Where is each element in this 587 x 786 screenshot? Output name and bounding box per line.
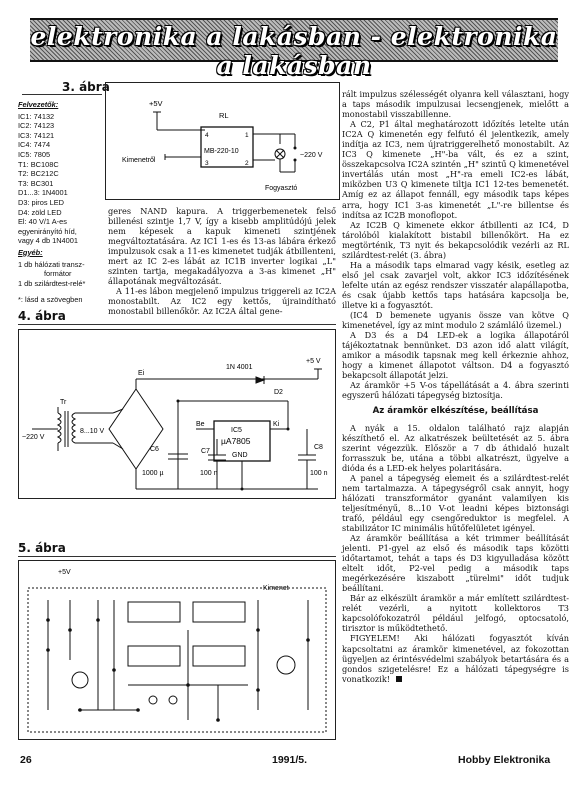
paragraph: Ha a második taps elmarad vagy késik, esetleg az első jel csak zavarjel volt, akkor IC3 időzítésének lefelte után az egész rendszer visszatér alapállapotba, és csak újabb kettős taps hatására kapcsolja be, illetve ki a fogyasztót. <box>342 259 569 310</box>
paragraph <box>342 633 569 683</box>
middle-text <box>108 206 336 317</box>
fig4-c8: C8 <box>314 444 323 451</box>
fig3-title: 3. ábra <box>62 80 110 94</box>
fig4-ic5: IC5 <box>231 427 242 434</box>
parts-item: D3: piros LED <box>18 197 65 207</box>
fig3-load-label: Fogyasztó <box>265 185 298 192</box>
parts-item: T2: BC212C <box>18 169 59 179</box>
paragraph: A panel a tápegység elemeit és a szilárdtest-relét nem tartalmazza. A tápegységről csak annyit, hogy hálózati transzformátor gyanánt valamilyen kis teljesítményű, 8...10 V-ot leadni képes biztonsági trafó, például egy csengőreduktor is megfelel. A stabilizátor IC minimális hűtőfelületet igényel. <box>342 472 569 533</box>
fig3-pin4: 4 <box>205 132 209 139</box>
fig5-plus5v: +5V <box>58 569 71 576</box>
fig3-title-rule <box>22 94 102 95</box>
paragraph: A nyák a 15. oldalon található rajz alapján készíthető el. Az alkatrészek beültetését az 5. ábra szerint végezzük. Először a 7 db áthidaló huzalt forrasszuk be, utána a többi alkatrészt, ügyelve a dióda és a LED-ek helyes polaritására. <box>342 422 569 473</box>
header-banner <box>30 18 558 80</box>
parts-item: IC3: 74121 <box>18 130 55 140</box>
parts-item: IC2: 74123 <box>18 121 55 131</box>
footer-magazine: Hobby Elektronika <box>458 754 551 766</box>
fig5-title-rule <box>18 556 336 557</box>
ic-outline <box>193 602 245 622</box>
parts-item: D4: zöld LED <box>18 207 62 217</box>
parts-rectifier-a: El: 40 V/1 A-es <box>18 217 67 227</box>
fig4-be: Be <box>196 421 205 428</box>
fig4-ua: µA7805 <box>221 436 251 446</box>
section-heading: Az áramkör elkészítése, beállítása <box>372 406 539 417</box>
parts-misc-heading: Egyéb: <box>18 247 43 257</box>
fig4-ei: Ei <box>138 370 145 377</box>
footer-page-number: 26 <box>20 754 32 766</box>
paragraph: rált impulzus szélességét olyanra kell választani, hogy a taps második impulzusai lecsengjenek, mielőtt a monostabil visszabillenne. <box>342 89 569 120</box>
fig4-secondary: 8...10 V <box>80 428 105 435</box>
paragraph: A C2, P1 által meghatározott időzítés letelte után IC2A Q kimenetén egy felfutó él jelentkezik, amely indítja az IC3, nem újratriggerelhető monostabilt. Az IC3 Q kimenete „H"-ba vált, és ez a szint, összekapcsolva IC2A szintén „H" szintű Q kimenetével invertálás után most „H"-ra emeli IC2-es lábát, miközben U3 Q kimenete tiltja IC1 12-tes bemenetét. Amíg ez az állapot fennáll, egy második taps képes arra, hogy IC1 3-as kimenetét „L"-re billentse és indítsa az IC2B monoflopot. <box>342 119 569 220</box>
fig3-pin2: 2 <box>245 160 249 167</box>
fig4-tr: Tr <box>60 399 67 406</box>
warning-text: FIGYELEM! Aki hálózati fogyasztót kíván kapcsoltatni az áramkör kimenetével, az fokozottan ügyeljen az érintésvédelmi szabályok betartására és a gondos szigetelésre! Ez a hálózati tápegységre is vonatkozik! <box>342 633 569 684</box>
banner-text: elektronika a lakásban - elektronika a lakásban <box>30 22 558 80</box>
parts-misc-a: 1 db hálózati transz- <box>18 259 85 269</box>
paragraph: Az IC2B Q kimenete ekkor átbillenti az IC4, D tárolóból kialakított bistabil billenőkört. Ha ez megtörténik, T3 nyit és bekapcsolódik vezérli az RL szilárdtest-relét (3. ábra) <box>342 219 569 260</box>
fig3-pin1: 1 <box>245 132 249 139</box>
parts-heading: Felvezetők: <box>18 100 59 109</box>
fig3-pin3: 3 <box>205 160 209 167</box>
fig3-mains-label: ~220 V <box>300 152 323 159</box>
parts-item: IC4: 7474 <box>18 140 51 150</box>
parts-item: IC1: 74132 <box>18 111 55 121</box>
fig3-rl: RL <box>219 111 229 120</box>
footer-date: 1991/5. <box>272 754 308 766</box>
fig3-input-label: Kimenetről <box>122 157 156 164</box>
paragraph: A 11-es lábon megjelenő impulzus triggereli az IC2A monostabilt. Az IC2 egy kettős, újraindítható monostabil billenőkör. Az IC2A által gene- <box>108 286 336 317</box>
fig3-schematic <box>105 82 340 200</box>
paragraph: A D3 és a D4 LED-ek a logika állapotáról tájékoztatnak bennünket. D3 azon idő alatt világít, amikor a második tapsnak meg kell érkeznie ahhoz, hogy a kimenet állapotot váltson. D4 a fogyasztó bekapcsolt állapotát jelzi. <box>342 330 569 381</box>
fig4-plus5v: +5 V <box>306 358 321 365</box>
end-mark-icon <box>396 676 402 682</box>
fig4-title-rule <box>18 324 336 325</box>
parts-item: D1...3: 1N4001 <box>18 188 68 198</box>
fig4-c6: C6 <box>150 446 159 453</box>
fig3-plus5v: +5V <box>149 99 163 108</box>
fig4-c8-value: 100 n <box>310 470 328 477</box>
parts-item: T1: BC108C <box>18 159 59 169</box>
ic-outline <box>128 602 180 622</box>
fig5-kimenet: Kimenet <box>263 585 289 592</box>
paragraph: Bár az elkészült áramkör a már említett szilárdtest-relét vezérli, a nyitott kollektoros T3 kapcsolófokozatról például jelfogó, optocsatoló, tirisztor is működtethető. <box>342 593 569 634</box>
fig4-mains: ~220 V <box>22 434 45 441</box>
fig4-ki: Ki <box>273 421 280 428</box>
ic-outline <box>128 646 180 666</box>
fig4-c6-value: 1000 µ <box>142 470 164 477</box>
fig4-title: 4. ábra <box>18 309 66 323</box>
parts-list <box>18 98 106 305</box>
fig4-schematic <box>18 329 336 499</box>
paragraph: Az áramkör +5 V-os tápellátását a 4. ábra szerinti egyszerű hálózati tápegység biztosítja. <box>342 380 569 401</box>
ic-outline <box>193 646 245 666</box>
fig4-gnd: GND <box>232 452 248 459</box>
parts-misc-b: formátor <box>44 269 72 279</box>
parts-note: *: lásd a szövegben <box>18 295 83 305</box>
fig3-relay: MB-220-10 <box>204 148 239 155</box>
parts-rectifier-c: vagy 4 db 1N4001 <box>18 236 78 246</box>
fig4-d2: D2 <box>274 389 283 396</box>
parts-item: IC5: 7805 <box>18 149 51 159</box>
paragraph: Az áramkör beállítása a két trimmer beállítását jelenti. P1-gyel az első és második taps közötti időtartamot, tehát a taps és D3 kigyulladása között eltelt időt, P2-vel pedig a második taps megérkezésére kiszabott „türelmi" időt tudjuk beállítani. <box>342 533 569 594</box>
fig5-pcb-layout <box>18 560 336 740</box>
fig5-title: 5. ábra <box>18 541 66 555</box>
paragraph: geres NAND kapura. A triggerbemenetek felső billenési szintje 1,7 V, így a kisebb amplitúdójú jelek nem képesek a kapuk kimeneti szintjének megváltoztatására. Az IC1 1-es és 13-as lábára érkező impulzusok csak a 11-es kimenetet tudják átbillenteni, mert az IC 2-es lábát az IC1B inverter logikai „L" szinten tartja, megakadályozva a 3-as kimenet „H" állapotának megváltozását. <box>108 206 336 287</box>
fig4-d1: 1N 4001 <box>226 364 253 371</box>
fig4-c7: C7 <box>201 448 210 455</box>
parts-misc-c: 1 db szilárdtest-relé* <box>18 278 86 288</box>
paragraph: (IC4 D bemenete ugyanis össze van kötve Q kimenetével, így az mint modulo 2 számláló üzemel.) <box>342 310 569 331</box>
fig4-c7-value: 100 n <box>200 470 218 477</box>
parts-item: T3: BC301 <box>18 178 54 188</box>
right-text <box>342 89 569 684</box>
parts-rectifier-b: egyenirányító híd, <box>18 226 77 236</box>
